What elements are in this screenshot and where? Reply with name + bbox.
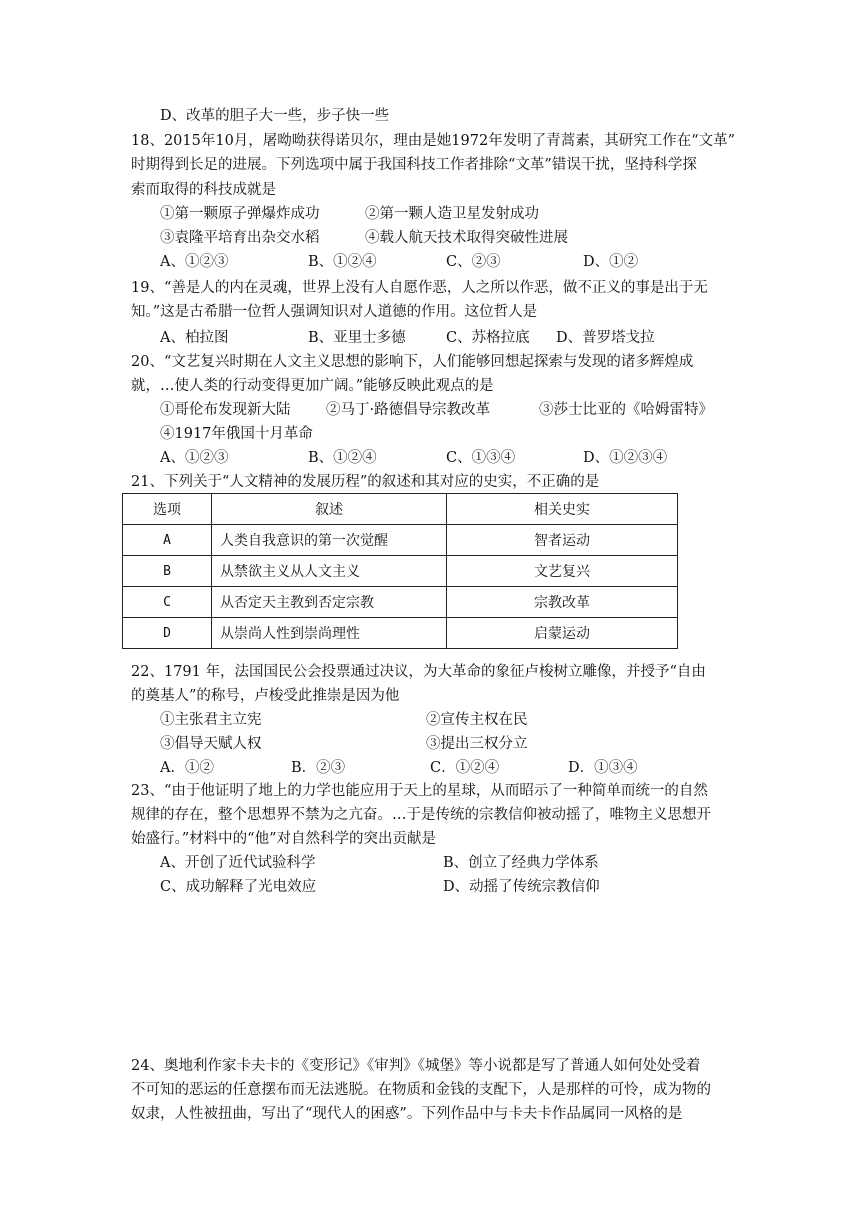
q18-option-b: B、①②④ <box>308 254 377 270</box>
q22-item-4: ③提出三权分立 <box>426 736 528 752</box>
q23-option-b: B、创立了经典力学体系 <box>443 855 599 871</box>
table-header-fact: 相关史实 <box>447 494 678 525</box>
table-cell-fact: 文艺复兴 <box>447 556 678 587</box>
q22-option-c: C．①②④ <box>430 760 500 776</box>
q17-option-d: D、改革的胆子大一些，步子快一些 <box>160 108 390 124</box>
table-header-description: 叙述 <box>212 494 447 525</box>
q24-stem-line-1: 24、奥地利作家卡夫卡的《变形记》《审判》《城堡》等小说都是写了普通人如何处处受着 <box>131 1058 701 1074</box>
table-cell-option: C <box>123 587 212 618</box>
q18-item-4: ④载人航天技术取得突破性进展 <box>365 230 568 246</box>
q20-option-b: B、①②④ <box>308 450 377 466</box>
table-cell-description: 人类自我意识的第一次觉醒 <box>212 525 447 556</box>
table-row <box>123 587 678 618</box>
q20-stem-line-2: 就，…使人类的行动变得更加广阔。”能够反映此观点的是 <box>131 378 494 394</box>
q22-option-a: A．①② <box>160 760 214 776</box>
q18-option-a: A、①②③ <box>160 254 229 270</box>
q20-item-4: ④1917年俄国十月革命 <box>160 426 313 442</box>
q22-item-3: ③倡导天赋人权 <box>160 736 262 752</box>
q20-option-d: D、①②③④ <box>583 450 668 466</box>
q23-option-d: D、动摇了传统宗教信仰 <box>443 879 600 895</box>
q20-option-a: A、①②③ <box>160 450 229 466</box>
table-row <box>123 556 678 587</box>
q19-stem-line-1: 19、“善是人的内在灵魂，世界上没有人自愿作恶，人之所以作恶，做不正义的事是出于无 <box>131 280 708 296</box>
q23-option-a: A、开创了近代试验科学 <box>160 855 316 871</box>
table-cell-description: 从否定天主教到否定宗教 <box>212 587 447 618</box>
q22-stem-line-1: 22、1791 年，法国国民公会投票通过决议，为大革命的象征卢梭树立雕像，并授予“自由 <box>131 664 706 680</box>
q22-stem-line-2: 的奠基人”的称号，卢梭受此推崇是因为他 <box>131 688 400 704</box>
table-cell-option: D <box>123 618 212 649</box>
q22-option-d: D．①③④ <box>568 760 638 776</box>
table-header-option: 选项 <box>123 494 212 525</box>
table-cell-option: A <box>123 525 212 556</box>
q24-stem-line-2: 不可知的恶运的任意摆布而无法逃脱。在物质和金钱的支配下，人是那样的可怜，成为物的 <box>131 1082 711 1098</box>
q21-stem: 21、下列关于“人文精神的发展历程”的叙述和其对应的史实，不正确的是 <box>131 474 600 490</box>
q18-stem-line-1: 18、2015年10月，屠呦呦获得诺贝尔，理由是她1972年发明了青蒿素，其研究工作在“文革” <box>131 133 736 149</box>
q20-item-2: ②马丁·路德倡导宗教改革 <box>326 402 491 418</box>
q22-item-2: ②宣传主权在民 <box>426 712 528 728</box>
q21-history-table <box>122 493 678 649</box>
q20-item-3: ③莎士比亚的《哈姆雷特》 <box>539 402 713 418</box>
q18-item-3: ③袁隆平培育出杂交水稻 <box>160 230 320 246</box>
q20-option-c: C、①③④ <box>446 450 516 466</box>
q23-stem-line-3: 始盛行。”材料中的“他”对自然科学的突出贡献是 <box>131 831 436 847</box>
q19-option-a: A、柏拉图 <box>160 330 229 346</box>
table-row <box>123 525 678 556</box>
table-header-row <box>123 494 678 525</box>
q23-stem-line-2: 规律的存在，整个思想界不禁为之亢奋。…于是传统的宗教信仰被动摇了，唯物主义思想开 <box>131 807 711 823</box>
q18-option-d: D、①② <box>583 254 639 270</box>
table-cell-fact: 宗教改革 <box>447 587 678 618</box>
table-cell-description: 从崇尚人性到崇尚理性 <box>212 618 447 649</box>
q24-stem-line-3: 奴隶，人性被扭曲，写出了“现代人的困惑”。下列作品中与卡夫卡作品属同一风格的是 <box>131 1106 683 1122</box>
q22-item-1: ①主张君主立宪 <box>160 712 262 728</box>
q19-option-c: C、苏格拉底 <box>446 330 530 346</box>
q18-item-1: ①第一颗原子弹爆炸成功 <box>160 206 320 222</box>
q19-option-b: B、亚里士多德 <box>308 330 406 346</box>
q19-option-d: D、普罗塔戈拉 <box>556 330 655 346</box>
table-cell-option: B <box>123 556 212 587</box>
q23-option-c: C、成功解释了光电效应 <box>160 879 317 895</box>
table-cell-description: 从禁欲主义从人文主义 <box>212 556 447 587</box>
table-cell-fact: 启蒙运动 <box>447 618 678 649</box>
q18-stem-line-3: 索而取得的科技成就是 <box>131 182 276 198</box>
q22-option-b: B．②③ <box>291 760 346 776</box>
q23-stem-line-1: 23、“由于他证明了地上的力学也能应用于天上的星球，从而昭示了一种简单而统一的自然 <box>131 783 708 799</box>
q18-option-c: C、②③ <box>446 254 501 270</box>
q18-item-2: ②第一颗人造卫星发射成功 <box>365 206 539 222</box>
table-cell-fact: 智者运动 <box>447 525 678 556</box>
q20-stem-line-1: 20、“文艺复兴时期在人文主义思想的影响下，人们能够回想起探索与发现的诸多辉煌成 <box>131 354 694 370</box>
q19-stem-line-2: 知。”这是古希腊一位哲人强调知识对人道德的作用。这位哲人是 <box>131 304 538 320</box>
q20-item-1: ①哥伦布发现新大陆 <box>160 402 291 418</box>
q18-stem-line-2: 时期得到长足的进展。下列选项中属于我国科技工作者排除“文革”错误干扰，坚持科学探 <box>131 157 697 173</box>
table-row <box>123 618 678 649</box>
